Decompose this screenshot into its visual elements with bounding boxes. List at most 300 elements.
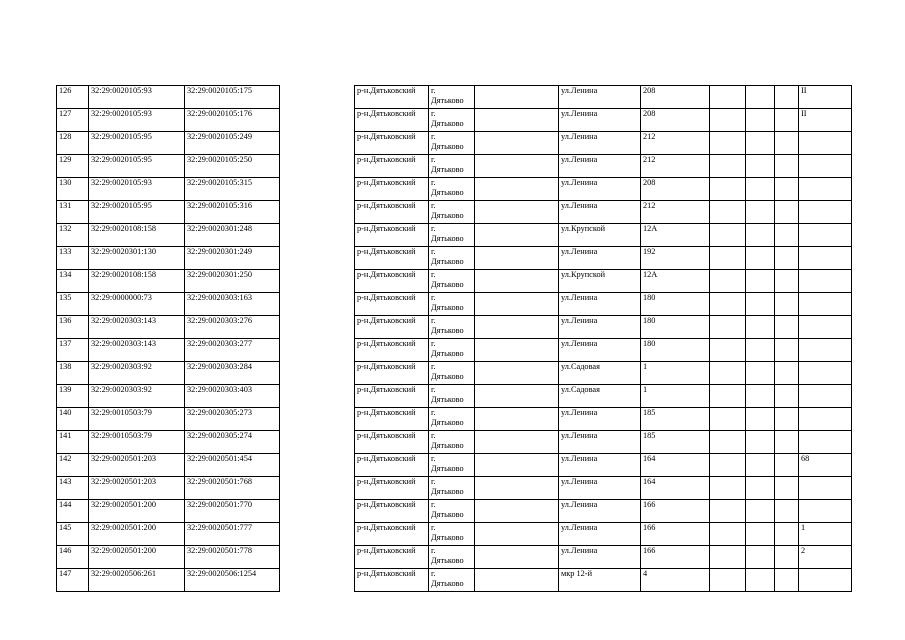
cadastral-number-cell: 32:29:0020506:261 xyxy=(89,569,185,592)
street-cell: ул.Ленина xyxy=(559,132,641,155)
district-cell: р-н.Дятьковский xyxy=(355,201,429,224)
empty-cell xyxy=(710,546,746,569)
street-cell: ул.Ленина xyxy=(559,155,641,178)
district-cell: р-н.Дятьковский xyxy=(355,155,429,178)
district-cell: р-н.Дятьковский xyxy=(355,339,429,362)
cadastral-number-cell: 32:29:0020506:1254 xyxy=(185,569,280,592)
city-name: Дятьково xyxy=(431,165,464,174)
house-number-cell: 180 xyxy=(641,316,710,339)
empty-cell xyxy=(775,431,799,454)
empty-cell xyxy=(475,201,559,224)
table-row xyxy=(355,454,852,477)
empty-cell xyxy=(746,385,775,408)
cadastral-number-cell: 32:29:0020501:200 xyxy=(89,546,185,569)
city-name: Дятьково xyxy=(431,533,464,542)
empty-cell xyxy=(746,109,775,132)
city-cell xyxy=(429,569,475,592)
street-cell: ул.Ленина xyxy=(559,339,641,362)
empty-cell xyxy=(710,385,746,408)
empty-cell xyxy=(475,224,559,247)
empty-cell xyxy=(775,339,799,362)
empty-cell xyxy=(775,454,799,477)
street-cell: ул.Ленина xyxy=(559,109,641,132)
city-name: Дятьково xyxy=(431,395,464,404)
street-cell: ул.Крупской xyxy=(559,270,641,293)
city-name: Дятьково xyxy=(431,349,464,358)
empty-cell xyxy=(775,109,799,132)
table-row xyxy=(355,86,852,109)
city-prefix: г. xyxy=(431,270,436,279)
district-cell: р-н.Дятьковский xyxy=(355,477,429,500)
empty-cell xyxy=(775,500,799,523)
table-row xyxy=(355,431,852,454)
empty-cell xyxy=(710,339,746,362)
extra-cell xyxy=(799,316,852,339)
city-prefix: г. xyxy=(431,477,436,486)
house-number-cell: 185 xyxy=(641,408,710,431)
empty-cell xyxy=(710,178,746,201)
house-number-cell: 166 xyxy=(641,523,710,546)
city-cell xyxy=(429,316,475,339)
district-cell: р-н.Дятьковский xyxy=(355,109,429,132)
cadastral-number-cell: 32:29:0000000:73 xyxy=(89,293,185,316)
table-row xyxy=(57,316,280,339)
empty-cell xyxy=(775,362,799,385)
row-number-cell: 145 xyxy=(57,523,89,546)
city-name: Дятьково xyxy=(431,579,464,588)
city-prefix: г. xyxy=(431,109,436,118)
row-number-cell: 129 xyxy=(57,155,89,178)
empty-cell xyxy=(775,270,799,293)
city-cell xyxy=(429,201,475,224)
empty-cell xyxy=(775,477,799,500)
empty-cell xyxy=(746,201,775,224)
district-cell: р-н.Дятьковский xyxy=(355,86,429,109)
cadastral-number-cell: 32:29:0020501:454 xyxy=(185,454,280,477)
city-prefix: г. xyxy=(431,316,436,325)
table-row xyxy=(57,201,280,224)
table-row xyxy=(57,293,280,316)
cadastral-number-cell: 32:29:0020105:315 xyxy=(185,178,280,201)
table-row xyxy=(355,316,852,339)
empty-cell xyxy=(710,431,746,454)
empty-cell xyxy=(710,477,746,500)
city-cell xyxy=(429,546,475,569)
cadastral-number-cell: 32:29:0020301:249 xyxy=(185,247,280,270)
street-cell: ул.Ленина xyxy=(559,500,641,523)
empty-cell xyxy=(475,385,559,408)
city-cell xyxy=(429,362,475,385)
city-name: Дятьково xyxy=(431,372,464,381)
cadastral-number-cell: 32:29:0020303:92 xyxy=(89,385,185,408)
city-name: Дятьково xyxy=(431,441,464,450)
city-prefix: г. xyxy=(431,500,436,509)
table-row xyxy=(355,569,852,592)
city-cell xyxy=(429,454,475,477)
cadastral-number-cell: 32:29:0020105:176 xyxy=(185,109,280,132)
city-cell xyxy=(429,109,475,132)
extra-cell xyxy=(799,477,852,500)
city-name: Дятьково xyxy=(431,119,464,128)
cadastral-number-cell: 32:29:0020303:284 xyxy=(185,362,280,385)
extra-cell xyxy=(799,339,852,362)
table-row xyxy=(57,178,280,201)
cadastral-number-cell: 32:29:0020105:95 xyxy=(89,155,185,178)
cadastral-number-cell: 32:29:0020301:130 xyxy=(89,247,185,270)
empty-cell xyxy=(746,477,775,500)
extra-cell xyxy=(799,224,852,247)
city-cell xyxy=(429,178,475,201)
cadastral-number-cell: 32:29:0020105:95 xyxy=(89,132,185,155)
table-row xyxy=(355,109,852,132)
empty-cell xyxy=(746,454,775,477)
extra-cell: II xyxy=(799,109,852,132)
house-number-cell: 192 xyxy=(641,247,710,270)
city-prefix: г. xyxy=(431,569,436,578)
house-number-cell: 1 xyxy=(641,362,710,385)
empty-cell xyxy=(746,132,775,155)
city-prefix: г. xyxy=(431,155,436,164)
empty-cell xyxy=(775,155,799,178)
cadastral-number-cell: 32:29:0020303:403 xyxy=(185,385,280,408)
extra-cell xyxy=(799,431,852,454)
cadastral-number-cell: 32:29:0020105:316 xyxy=(185,201,280,224)
cadastral-number-cell: 32:29:0020305:273 xyxy=(185,408,280,431)
table-row xyxy=(355,178,852,201)
empty-cell xyxy=(710,569,746,592)
district-cell: р-н.Дятьковский xyxy=(355,132,429,155)
city-prefix: г. xyxy=(431,454,436,463)
city-cell xyxy=(429,408,475,431)
table-row xyxy=(355,408,852,431)
empty-cell xyxy=(475,339,559,362)
city-cell xyxy=(429,385,475,408)
empty-cell xyxy=(775,523,799,546)
cadastral-number-cell: 32:29:0020501:200 xyxy=(89,500,185,523)
street-cell: ул.Садовая xyxy=(559,385,641,408)
empty-cell xyxy=(775,546,799,569)
empty-cell xyxy=(710,408,746,431)
empty-cell xyxy=(746,362,775,385)
extra-cell xyxy=(799,362,852,385)
empty-cell xyxy=(775,86,799,109)
table-row xyxy=(57,523,280,546)
district-cell: р-н.Дятьковский xyxy=(355,224,429,247)
empty-cell xyxy=(775,408,799,431)
empty-cell xyxy=(746,408,775,431)
table-row xyxy=(355,339,852,362)
row-number-cell: 143 xyxy=(57,477,89,500)
empty-cell xyxy=(475,500,559,523)
street-cell: ул.Ленина xyxy=(559,201,641,224)
row-number-cell: 128 xyxy=(57,132,89,155)
street-cell: ул.Ленина xyxy=(559,178,641,201)
city-cell xyxy=(429,339,475,362)
empty-cell xyxy=(775,316,799,339)
row-number-cell: 126 xyxy=(57,86,89,109)
city-name: Дятьково xyxy=(431,487,464,496)
district-cell: р-н.Дятьковский xyxy=(355,316,429,339)
table-row xyxy=(355,362,852,385)
row-number-cell: 144 xyxy=(57,500,89,523)
city-prefix: г. xyxy=(431,201,436,210)
empty-cell xyxy=(475,569,559,592)
empty-cell xyxy=(775,569,799,592)
empty-cell xyxy=(746,500,775,523)
street-cell: ул.Ленина xyxy=(559,86,641,109)
table-row xyxy=(355,293,852,316)
empty-cell xyxy=(475,155,559,178)
district-cell: р-н.Дятьковский xyxy=(355,293,429,316)
empty-cell xyxy=(710,109,746,132)
house-number-cell: 180 xyxy=(641,293,710,316)
city-prefix: г. xyxy=(431,339,436,348)
empty-cell xyxy=(710,500,746,523)
table-row xyxy=(57,86,280,109)
table-row xyxy=(57,109,280,132)
cadastral-number-cell: 32:29:0010503:79 xyxy=(89,408,185,431)
cadastral-number-cell: 32:29:0020303:163 xyxy=(185,293,280,316)
cadastral-number-cell: 32:29:0020501:777 xyxy=(185,523,280,546)
row-number-cell: 142 xyxy=(57,454,89,477)
city-name: Дятьково xyxy=(431,326,464,335)
extra-cell xyxy=(799,293,852,316)
empty-cell xyxy=(710,454,746,477)
street-cell: ул.Ленина xyxy=(559,431,641,454)
empty-cell xyxy=(710,293,746,316)
street-cell: ул.Ленина xyxy=(559,293,641,316)
row-number-cell: 135 xyxy=(57,293,89,316)
row-number-cell: 132 xyxy=(57,224,89,247)
district-cell: р-н.Дятьковский xyxy=(355,408,429,431)
extra-cell xyxy=(799,178,852,201)
left-table-body xyxy=(57,86,280,592)
city-cell xyxy=(429,155,475,178)
house-number-cell: 4 xyxy=(641,569,710,592)
cadastral-number-cell: 32:29:0020301:250 xyxy=(185,270,280,293)
city-cell xyxy=(429,132,475,155)
house-number-cell: 208 xyxy=(641,178,710,201)
street-cell: ул.Ленина xyxy=(559,546,641,569)
house-number-cell: 212 xyxy=(641,201,710,224)
city-name: Дятьково xyxy=(431,303,464,312)
city-name: Дятьково xyxy=(431,464,464,473)
empty-cell xyxy=(475,408,559,431)
empty-cell xyxy=(475,362,559,385)
extra-cell xyxy=(799,569,852,592)
cadastral-number-cell: 32:29:0020105:175 xyxy=(185,86,280,109)
row-number-cell: 136 xyxy=(57,316,89,339)
empty-cell xyxy=(475,178,559,201)
city-prefix: г. xyxy=(431,132,436,141)
row-number-cell: 134 xyxy=(57,270,89,293)
empty-cell xyxy=(746,546,775,569)
city-name: Дятьково xyxy=(431,234,464,243)
city-name: Дятьково xyxy=(431,188,464,197)
district-cell: р-н.Дятьковский xyxy=(355,385,429,408)
city-name: Дятьково xyxy=(431,257,464,266)
cadastral-number-cell: 32:29:0010503:79 xyxy=(89,431,185,454)
empty-cell xyxy=(475,546,559,569)
table-row xyxy=(355,155,852,178)
cadastral-number-cell: 32:29:0020501:770 xyxy=(185,500,280,523)
empty-cell xyxy=(710,362,746,385)
table-row xyxy=(57,477,280,500)
table-row xyxy=(57,224,280,247)
house-number-cell: 208 xyxy=(641,86,710,109)
district-cell: р-н.Дятьковский xyxy=(355,178,429,201)
table-row xyxy=(355,500,852,523)
row-number-cell: 130 xyxy=(57,178,89,201)
city-name: Дятьково xyxy=(431,142,464,151)
house-number-cell: 1 xyxy=(641,385,710,408)
right-table-body xyxy=(355,86,852,592)
city-prefix: г. xyxy=(431,385,436,394)
extra-cell xyxy=(799,155,852,178)
empty-cell xyxy=(710,155,746,178)
street-cell: ул.Ленина xyxy=(559,477,641,500)
empty-cell xyxy=(475,431,559,454)
cadastral-number-cell: 32:29:0020105:93 xyxy=(89,178,185,201)
house-number-cell: 166 xyxy=(641,500,710,523)
city-prefix: г. xyxy=(431,224,436,233)
table-row xyxy=(57,454,280,477)
extra-cell: 2 xyxy=(799,546,852,569)
table-row xyxy=(57,362,280,385)
house-number-cell: 12А xyxy=(641,270,710,293)
empty-cell xyxy=(746,247,775,270)
city-cell xyxy=(429,293,475,316)
empty-cell xyxy=(475,270,559,293)
city-prefix: г. xyxy=(431,178,436,187)
city-cell xyxy=(429,500,475,523)
row-number-cell: 137 xyxy=(57,339,89,362)
empty-cell xyxy=(475,293,559,316)
table-row xyxy=(57,339,280,362)
row-number-cell: 146 xyxy=(57,546,89,569)
empty-cell xyxy=(775,293,799,316)
table-row xyxy=(355,546,852,569)
district-cell: р-н.Дятьковский xyxy=(355,500,429,523)
empty-cell xyxy=(746,569,775,592)
cadastral-number-cell: 32:29:0020501:778 xyxy=(185,546,280,569)
city-name: Дятьково xyxy=(431,211,464,220)
table-row xyxy=(355,201,852,224)
table-row xyxy=(57,569,280,592)
cadastral-number-cell: 32:29:0020501:200 xyxy=(89,523,185,546)
house-number-cell: 164 xyxy=(641,477,710,500)
cadastral-number-cell: 32:29:0020303:143 xyxy=(89,339,185,362)
empty-cell xyxy=(746,339,775,362)
city-cell xyxy=(429,523,475,546)
city-prefix: г. xyxy=(431,247,436,256)
empty-cell xyxy=(475,454,559,477)
empty-cell xyxy=(746,155,775,178)
extra-cell xyxy=(799,247,852,270)
empty-cell xyxy=(775,178,799,201)
city-prefix: г. xyxy=(431,431,436,440)
empty-cell xyxy=(710,523,746,546)
row-number-cell: 127 xyxy=(57,109,89,132)
empty-cell xyxy=(710,316,746,339)
empty-cell xyxy=(710,201,746,224)
district-cell: р-н.Дятьковский xyxy=(355,523,429,546)
table-row xyxy=(355,224,852,247)
empty-cell xyxy=(710,247,746,270)
table-row xyxy=(355,270,852,293)
cadastral-number-cell: 32:29:0020303:276 xyxy=(185,316,280,339)
house-number-cell: 212 xyxy=(641,132,710,155)
empty-cell xyxy=(746,523,775,546)
extra-cell xyxy=(799,132,852,155)
row-number-cell: 138 xyxy=(57,362,89,385)
city-cell xyxy=(429,224,475,247)
empty-cell xyxy=(710,86,746,109)
table-row xyxy=(57,247,280,270)
empty-cell xyxy=(710,132,746,155)
table-row xyxy=(355,523,852,546)
city-prefix: г. xyxy=(431,362,436,371)
empty-cell xyxy=(475,477,559,500)
city-prefix: г. xyxy=(431,523,436,532)
extra-cell xyxy=(799,270,852,293)
empty-cell xyxy=(746,224,775,247)
empty-cell xyxy=(775,201,799,224)
empty-cell xyxy=(775,247,799,270)
empty-cell xyxy=(775,224,799,247)
empty-cell xyxy=(475,132,559,155)
empty-cell xyxy=(775,385,799,408)
city-cell xyxy=(429,270,475,293)
cadastral-number-cell: 32:29:0020108:158 xyxy=(89,270,185,293)
district-cell: р-н.Дятьковский xyxy=(355,270,429,293)
extra-cell xyxy=(799,385,852,408)
empty-cell xyxy=(710,224,746,247)
house-number-cell: 180 xyxy=(641,339,710,362)
house-number-cell: 164 xyxy=(641,454,710,477)
street-cell: ул.Садовая xyxy=(559,362,641,385)
city-name: Дятьково xyxy=(431,96,464,105)
table-row xyxy=(355,385,852,408)
empty-cell xyxy=(775,132,799,155)
cadastral-number-cell: 32:29:0020303:143 xyxy=(89,316,185,339)
empty-cell xyxy=(475,247,559,270)
street-cell: ул.Ленина xyxy=(559,247,641,270)
row-number-cell: 140 xyxy=(57,408,89,431)
empty-cell xyxy=(746,293,775,316)
district-cell: р-н.Дятьковский xyxy=(355,546,429,569)
city-cell xyxy=(429,86,475,109)
cadastral-number-cell: 32:29:0020501:203 xyxy=(89,454,185,477)
city-cell xyxy=(429,247,475,270)
table-row xyxy=(57,546,280,569)
table-row xyxy=(57,270,280,293)
table-row xyxy=(355,477,852,500)
extra-cell: 68 xyxy=(799,454,852,477)
cadastral-number-cell: 32:29:0020105:95 xyxy=(89,201,185,224)
empty-cell xyxy=(746,178,775,201)
table-row xyxy=(355,247,852,270)
extra-cell xyxy=(799,201,852,224)
row-number-cell: 131 xyxy=(57,201,89,224)
cadastral-number-cell: 32:29:0020305:274 xyxy=(185,431,280,454)
city-prefix: г. xyxy=(431,86,436,95)
empty-cell xyxy=(746,431,775,454)
extra-cell: II xyxy=(799,86,852,109)
city-name: Дятьково xyxy=(431,280,464,289)
table-row xyxy=(57,408,280,431)
table-row xyxy=(57,500,280,523)
